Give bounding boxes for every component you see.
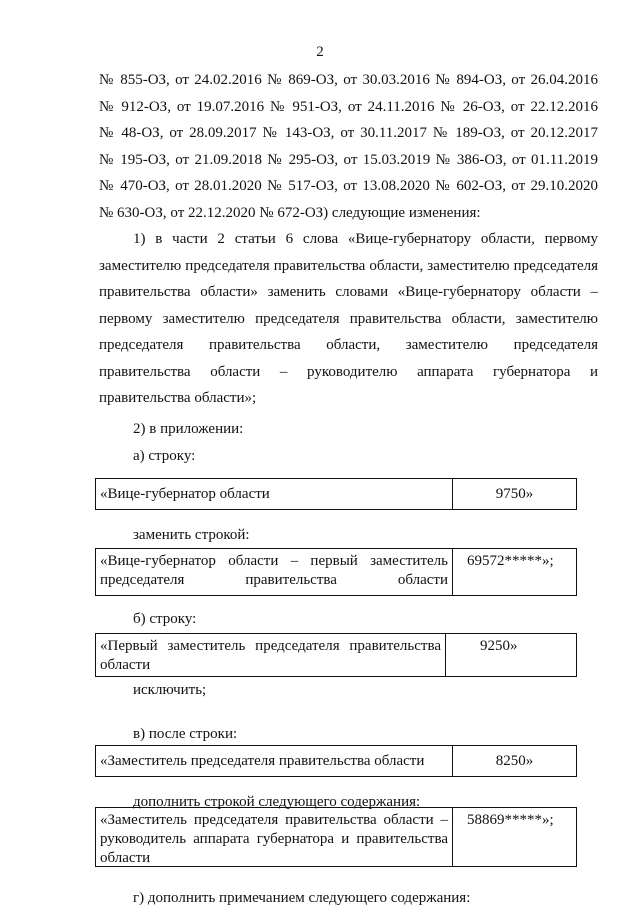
preamble-line: № 48-ОЗ, от 28.09.2017 № 143-ОЗ, от 30.11.2017 № 189-ОЗ, от 20.12.2017 [99,125,598,141]
table-b-name: «Первый заместитель председателя правительства области [96,634,446,676]
table-a-name: «Вице-губернатор области [96,479,453,509]
exclude-label: исключить; [133,681,207,698]
table-v-value: 8250» [495,752,534,769]
item-1-line: председателя правительства области, заместителю председателя [99,337,598,353]
table-v-name: «Заместитель председателя правительства области [96,746,453,776]
sub-v-heading: в) после строки: [133,726,238,742]
item-1 [99,226,598,412]
preamble-line: № 470-ОЗ, от 28.01.2020 № 517-ОЗ, от 13.08.2020 № 602-ОЗ, от 29.10.2020 [99,178,598,194]
table-a-value: 9750» [495,485,534,502]
item-1-line-last: правительства области»; [99,390,257,406]
table-v-new-row [95,807,577,867]
table-a-row [95,478,577,510]
table-a-new-value: 69572*****»; [467,553,554,569]
preamble [99,67,598,226]
preamble-line: № 195-ОЗ, от 21.09.2018 № 295-ОЗ, от 15.03.2019 № 386-ОЗ, от 01.11.2019 [99,151,598,168]
item-2-heading: 2) в приложении: [133,420,244,437]
preamble-line: № 912-ОЗ, от 19.07.2016 № 951-ОЗ, от 24.11.2016 № 26-ОЗ, от 22.12.2016 [99,98,598,115]
item-1-line: правительства области» заменить словами «Вице-губернатору области – [99,284,598,300]
item-1-line: 1) в части 2 статьи 6 слова «Вице-губернатору области, первому [133,231,598,247]
preamble-line: № 855-ОЗ, от 24.02.2016 № 869-ОЗ, от 30.03.2016 № 894-ОЗ, от 26.04.2016 [99,72,598,88]
table-a-new-name-text: «Вице-губернатор области – первый заместитель председателя правительства области [100,553,448,588]
table-a-new-name [96,549,453,595]
sub-a-heading: а) строку: [133,448,196,464]
replace-with-label: заменить строкой: [133,526,250,543]
item-1-line: первому заместителю председателя правительства области, заместителю [99,310,598,327]
preamble-line-last: № 630-ОЗ, от 22.12.2020 № 672-ОЗ) следующие изменения: [99,204,481,221]
table-v-new-value: 58869*****»; [467,812,554,828]
sub-b-heading: б) строку: [133,611,197,627]
table-a-new-row [95,548,577,596]
table-v-new-name: «Заместитель председателя правительства области – руководитель аппарата губернатора и правительства области [96,808,453,866]
sub-g-heading: г) дополнить примечанием следующего содержания: [133,890,471,906]
table-b-row [95,633,577,677]
page-number: 2 [316,44,324,60]
table-b-value: 9250» [480,637,518,654]
item-1-line: правительства области – руководителю аппарата губернатора и [99,363,598,380]
document-body [99,67,598,912]
table-v-row [95,745,577,777]
add-row-label: дополнить строкой следующего содержания: [133,793,421,810]
item-1-line: заместителю председателя правительства области, заместителю председателя [99,257,598,274]
